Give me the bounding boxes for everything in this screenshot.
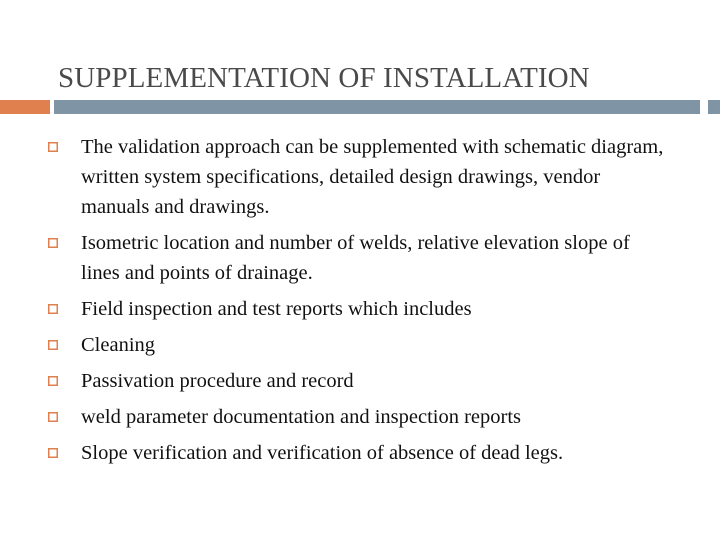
square-bullet-icon <box>48 142 58 152</box>
square-bullet-icon <box>48 448 58 458</box>
bullet-text: Cleaning <box>81 334 156 356</box>
list-item <box>48 402 668 432</box>
list-item <box>48 330 668 360</box>
list-item <box>48 132 668 222</box>
square-bullet-icon <box>48 376 58 386</box>
list-item <box>48 294 668 324</box>
bullet-text: The validation approach can be supplemented with schematic diagram, written system specifications, detailed design drawings, vendor manuals and drawings. <box>81 136 664 218</box>
bullet-text: Passivation procedure and record <box>81 370 354 392</box>
slide-title: SUPPLEMENTATION OF INSTALLATION <box>58 62 590 94</box>
list-item <box>48 366 668 396</box>
bullet-text: Field inspection and test reports which includes <box>81 298 472 320</box>
title-accent-bar-slate <box>54 100 700 114</box>
title-accent-bar-orange <box>0 100 50 114</box>
square-bullet-icon <box>48 304 58 314</box>
bullet-list <box>48 132 668 474</box>
title-accent-bar-end <box>708 100 720 114</box>
list-item <box>48 228 668 288</box>
bullet-text: Slope verification and verification of absence of dead legs. <box>81 442 564 464</box>
list-item <box>48 438 668 468</box>
square-bullet-icon <box>48 412 58 422</box>
bullet-text: weld parameter documentation and inspection reports <box>81 406 522 428</box>
bullet-text: Isometric location and number of welds, relative elevation slope of lines and points of drainage. <box>81 232 630 284</box>
square-bullet-icon <box>48 238 58 248</box>
square-bullet-icon <box>48 340 58 350</box>
